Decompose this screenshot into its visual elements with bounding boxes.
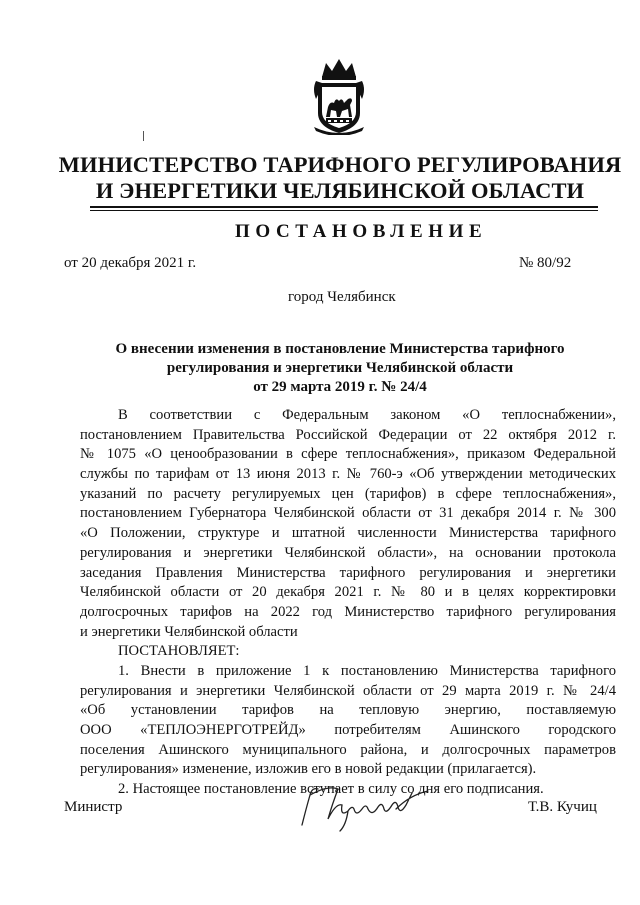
ministry-name-line1: МИНИСТЕРСТВО ТАРИФНОГО РЕГУЛИРОВАНИЯ	[58, 152, 622, 177]
resolves-heading: ПОСТАНОВЛЯЕТ:	[118, 643, 240, 660]
subject-line: от 29 марта 2019 г. № 24/4	[253, 379, 427, 395]
ministry-name-line2: И ЭНЕРГЕТИКИ ЧЕЛЯБИНСКОЙ ОБЛАСТИ	[95, 178, 585, 203]
signatory-title: Министр	[64, 799, 123, 815]
item1-line: 1. Внести в приложение 1 к постановлению Министерства тарифного	[118, 662, 616, 679]
header-rule-thick	[90, 206, 598, 208]
item1-line: «Об установлении тарифов на тепловую энергию, поставляемую	[80, 702, 616, 719]
document-number: № 80/92	[519, 255, 572, 271]
handwritten-signature-icon	[288, 775, 448, 835]
preamble-line: заседания Правления Министерства тарифного регулирования и энергетики	[80, 564, 616, 581]
subject-line: О внесении изменения в постановление Министерства тарифного	[115, 341, 565, 357]
scan-mark	[143, 131, 144, 141]
preamble-line: постановлением Правительства Российской Федерации от 22 октября 2012 г.	[80, 426, 616, 443]
preamble-line: долгосрочных тарифов на 2022 год Министерство тарифного регулирования	[80, 603, 616, 620]
document-type: ПОСТАНОВЛЕНИЕ	[235, 221, 488, 242]
item2-line: 2. Настоящее постановление вступает в силу со дня его подписания.	[118, 781, 544, 798]
header-rule-thin	[90, 210, 598, 211]
document-date: от 20 декабря 2021 г.	[64, 255, 197, 271]
item1-line: регулирования и энергетики Челябинской области от 29 марта 2019 г. № 24/4	[80, 682, 616, 699]
preamble-line: и энергетики Челябинской области	[80, 623, 298, 640]
coat-of-arms-icon	[308, 55, 370, 135]
preamble-line: Челябинской области от 20 декабря 2021 г. № 80 и в целях корректировки	[80, 584, 616, 601]
item1-line: ООО «ТЕПЛОЭНЕРГОТРЕЙД» потребителям Ашинского городского	[80, 722, 616, 738]
item1-line: поселения Ашинского муниципального района, и долгосрочных параметров	[80, 741, 616, 758]
subject-line: регулирования и энергетики Челябинской области	[166, 360, 514, 376]
preamble-line: службы по тарифам от 13 июня 2013 г. № 760-э «Об утверждении методических	[80, 466, 616, 483]
preamble-paragraph	[80, 406, 616, 800]
item1-line: регулирования» изменение, изложив его в новой редакции (прилагается).	[80, 761, 537, 778]
document-city: город Челябинск	[288, 289, 396, 305]
preamble-line: регулирования и энергетики Челябинской области», на основании протокола	[80, 544, 616, 561]
signatory-name: Т.В. Кучиц	[528, 799, 597, 815]
preamble-line: № 1075 «О ценообразовании в сфере теплоснабжения», приказом Федеральной	[80, 446, 616, 463]
preamble-line: указаний по расчету регулируемых цен (тарифов) в сфере теплоснабжения»,	[80, 485, 616, 502]
preamble-line: постановлением Губернатора Челябинской области от 31 декабря 2014 г. № 300	[80, 505, 616, 522]
preamble-line: «О Положении, структуре и штатной численности Министерства тарифного	[80, 525, 616, 542]
preamble-line: В соответствии с Федеральным законом «О теплоснабжении»,	[118, 407, 616, 423]
